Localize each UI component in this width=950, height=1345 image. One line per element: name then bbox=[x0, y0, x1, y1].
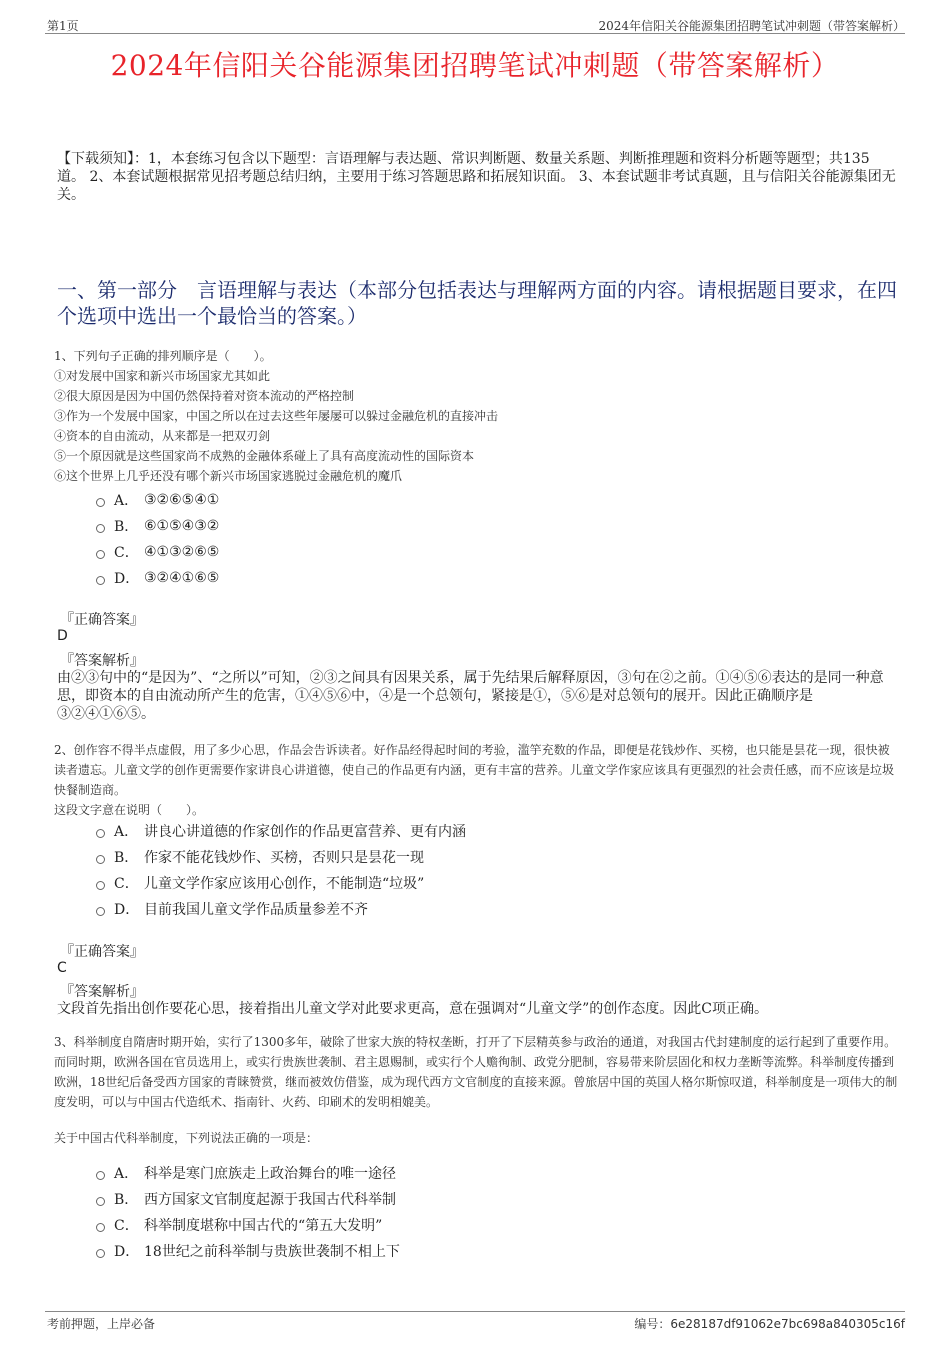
explanation-text: 由②③句中的“是因为”、“之所以”可知，②③之间具有因果关系，属于先结果后解释原因，③句在②之前。①④⑤⑥表达的是同一种意思，即资本的自由流动所产生的危害，①④⑤⑥中，④是一个总领句，紧接是①，⑤⑥是对总领句的展开。因此正确顺序是③②④①⑥⑤。 bbox=[57, 670, 884, 722]
options-q3 bbox=[96, 1160, 896, 1264]
option-d[interactable] bbox=[96, 1238, 896, 1264]
option-text: 科举是寒门庶族走上政治舞台的唯一途径 bbox=[144, 1166, 396, 1182]
option-label: B． bbox=[114, 519, 139, 535]
option-label: D． bbox=[114, 902, 140, 918]
header-doc-title: 2024年信阳关谷能源集团招聘笔试冲刺题（带答案解析） bbox=[598, 19, 905, 33]
option-text: 讲良心讲道德的作家创作的作品更富营养、更有内涵 bbox=[144, 824, 466, 840]
question-passage: 3、科举制度自隋唐时期开始，实行了1300多年，破除了世家大族的特权垄断，打开了下层精英参与政治的通道，对我国古代封建制度的运行起到了重要作用。而同时期，欧洲各国在官员选用上，或实行贵族世袭制、君主恩赐制，或实行个人赡徇制、政党分肥制，容易带来阶层固化和权力垄断等流弊。科举制度传播到欧洲，18世纪后备受西方国家的青睐赞赏，继而被效仿借鉴，成为现代西方文官制度的直接来源。曾旅居中国的英国人格尔斯惊叹道，科举制度是一项伟大的制度发明，可以与中国古代造纸术、指南针、火药、印刷术的发明相媲美。 bbox=[54, 1035, 898, 1109]
option-a[interactable] bbox=[96, 487, 896, 513]
page-number: 第1页 bbox=[47, 19, 79, 33]
explanation-heading: 『答案解析』 bbox=[60, 653, 144, 669]
option-text: 科举制度堪称中国古代的“第五大发明” bbox=[144, 1218, 383, 1234]
option-text: 目前我国儿童文学作品质量参差不齐 bbox=[144, 902, 368, 918]
radio-icon[interactable] bbox=[96, 907, 105, 916]
page-title: 2024年信阳关谷能源集团招聘笔试冲刺题（带答案解析） bbox=[110, 49, 840, 82]
question-1 bbox=[54, 346, 900, 486]
option-label: B． bbox=[114, 1192, 139, 1208]
footer-rule bbox=[45, 1311, 905, 1312]
question-2 bbox=[54, 740, 900, 820]
section-heading: 一、第一部分 言语理解与表达（本部分包括表达与理解两方面的内容。请根据题目要求，在四个选项中选出一个最恰当的答案。） bbox=[57, 278, 897, 328]
option-a[interactable] bbox=[96, 1160, 896, 1186]
radio-icon[interactable] bbox=[96, 881, 105, 890]
answer-value: C bbox=[57, 960, 67, 976]
question-prompt: 这段文字意在说明（ ）。 bbox=[54, 803, 205, 817]
footer-slogan: 考前押题，上岸必备 bbox=[47, 1317, 156, 1331]
explanation-text: 文段首先指出创作要花心思，接着指出儿童文学对此要求更高，意在强调对“儿童文学”的创作态度。因此C项正确。 bbox=[57, 1001, 769, 1017]
options-q2 bbox=[96, 818, 896, 922]
option-label: D． bbox=[114, 571, 140, 587]
question-3-stem: 关于中国古代科举制度，下列说法正确的一项是： bbox=[54, 1131, 319, 1145]
option-text: ③②④①⑥⑤ bbox=[144, 570, 220, 586]
answer-heading: 『正确答案』 bbox=[60, 612, 144, 628]
question-stem: 1、下列句子正确的排列顺序是（ ）。 bbox=[54, 349, 272, 363]
header-rule bbox=[45, 33, 905, 34]
option-label: A． bbox=[114, 1166, 139, 1182]
option-text: ③②⑥⑤④① bbox=[144, 492, 220, 508]
footer-code-value: 6e28187df91062e7bc698a840305c16f bbox=[670, 1317, 905, 1331]
footer-code bbox=[634, 1315, 905, 1332]
option-text: 儿童文学作家应该用心创作，不能制造“垃圾” bbox=[144, 876, 425, 892]
option-label: C． bbox=[114, 1218, 139, 1234]
answer-heading: 『正确答案』 bbox=[60, 944, 144, 960]
option-d[interactable] bbox=[96, 565, 896, 591]
option-b[interactable] bbox=[96, 844, 896, 870]
sentence-item: ①对发展中国家和新兴市场国家尤其如此 bbox=[54, 369, 271, 383]
sentence-item: ②很大原因是因为中国仍然保持着对资本流动的严格控制 bbox=[54, 389, 355, 403]
question-3 bbox=[54, 1032, 900, 1112]
footer-code-label: 编号： bbox=[634, 1317, 671, 1331]
option-label: A． bbox=[114, 493, 139, 509]
answer-value: D bbox=[57, 628, 68, 644]
option-b[interactable] bbox=[96, 1186, 896, 1212]
question-stem: 2、创作容不得半点虚假，用了多少心思，作品会告诉读者。好作品经得起时间的考验，滥竽充数的作品，即便是花钱炒作、买榜，也只能是昙花一现，很快被读者遗忘。儿童文学的创作更需要作家讲良心讲道德，使自己的作品更有内涵，更有丰富的营养。儿童文学作家应该具有更强烈的社会责任感，而不应该是垃圾快餐制造商。 bbox=[54, 743, 895, 797]
option-c[interactable] bbox=[96, 539, 896, 565]
sentence-item: ⑥这个世界上几乎还没有哪个新兴市场国家逃脱过金融危机的魔爪 bbox=[54, 469, 403, 483]
option-text: ⑥①⑤④③② bbox=[144, 518, 220, 534]
option-a[interactable] bbox=[96, 818, 896, 844]
download-notice: 【下载须知】：1，本套练习包含以下题型：言语理解与表达题、常识判断题、数量关系题、判断推理题和资料分析题等题型；共135道。 2、本套试题根据常见招考题总结归纳，主要用于练习答题思路和拓展知识面。 3、本套试题非考试真题，且与信阳关谷能源集团无关。 bbox=[57, 151, 896, 203]
radio-icon[interactable] bbox=[96, 1197, 105, 1206]
radio-icon[interactable] bbox=[96, 1171, 105, 1180]
sentence-item: ④资本的自由流动，从来都是一把双刃剑 bbox=[54, 429, 271, 443]
sentence-item: ③作为一个发展中国家，中国之所以在过去这些年屡屡可以躲过金融危机的直接冲击 bbox=[54, 409, 499, 423]
radio-icon[interactable] bbox=[96, 829, 105, 838]
option-c[interactable] bbox=[96, 870, 896, 896]
radio-icon[interactable] bbox=[96, 498, 105, 507]
option-b[interactable] bbox=[96, 513, 896, 539]
radio-icon[interactable] bbox=[96, 524, 105, 533]
option-d[interactable] bbox=[96, 896, 896, 922]
radio-icon[interactable] bbox=[96, 1223, 105, 1232]
option-text: 18世纪之前科举制与贵族世袭制不相上下 bbox=[144, 1244, 400, 1260]
option-label: C． bbox=[114, 876, 139, 892]
radio-icon[interactable] bbox=[96, 1249, 105, 1258]
radio-icon[interactable] bbox=[96, 550, 105, 559]
option-label: C． bbox=[114, 545, 139, 561]
explanation-heading: 『答案解析』 bbox=[60, 984, 144, 1000]
option-label: D． bbox=[114, 1244, 140, 1260]
option-c[interactable] bbox=[96, 1212, 896, 1238]
option-text: ④①③②⑥⑤ bbox=[144, 544, 220, 560]
option-label: A． bbox=[114, 824, 139, 840]
sentence-item: ⑤一个原因就是这些国家尚不成熟的金融体系碰上了具有高度流动性的国际资本 bbox=[54, 449, 475, 463]
options-q1 bbox=[96, 487, 896, 591]
option-text: 作家不能花钱炒作、买榜，否则只是昙花一现 bbox=[144, 850, 424, 866]
radio-icon[interactable] bbox=[96, 576, 105, 585]
radio-icon[interactable] bbox=[96, 855, 105, 864]
option-text: 西方国家文官制度起源于我国古代科举制 bbox=[144, 1192, 396, 1208]
option-label: B． bbox=[114, 850, 139, 866]
